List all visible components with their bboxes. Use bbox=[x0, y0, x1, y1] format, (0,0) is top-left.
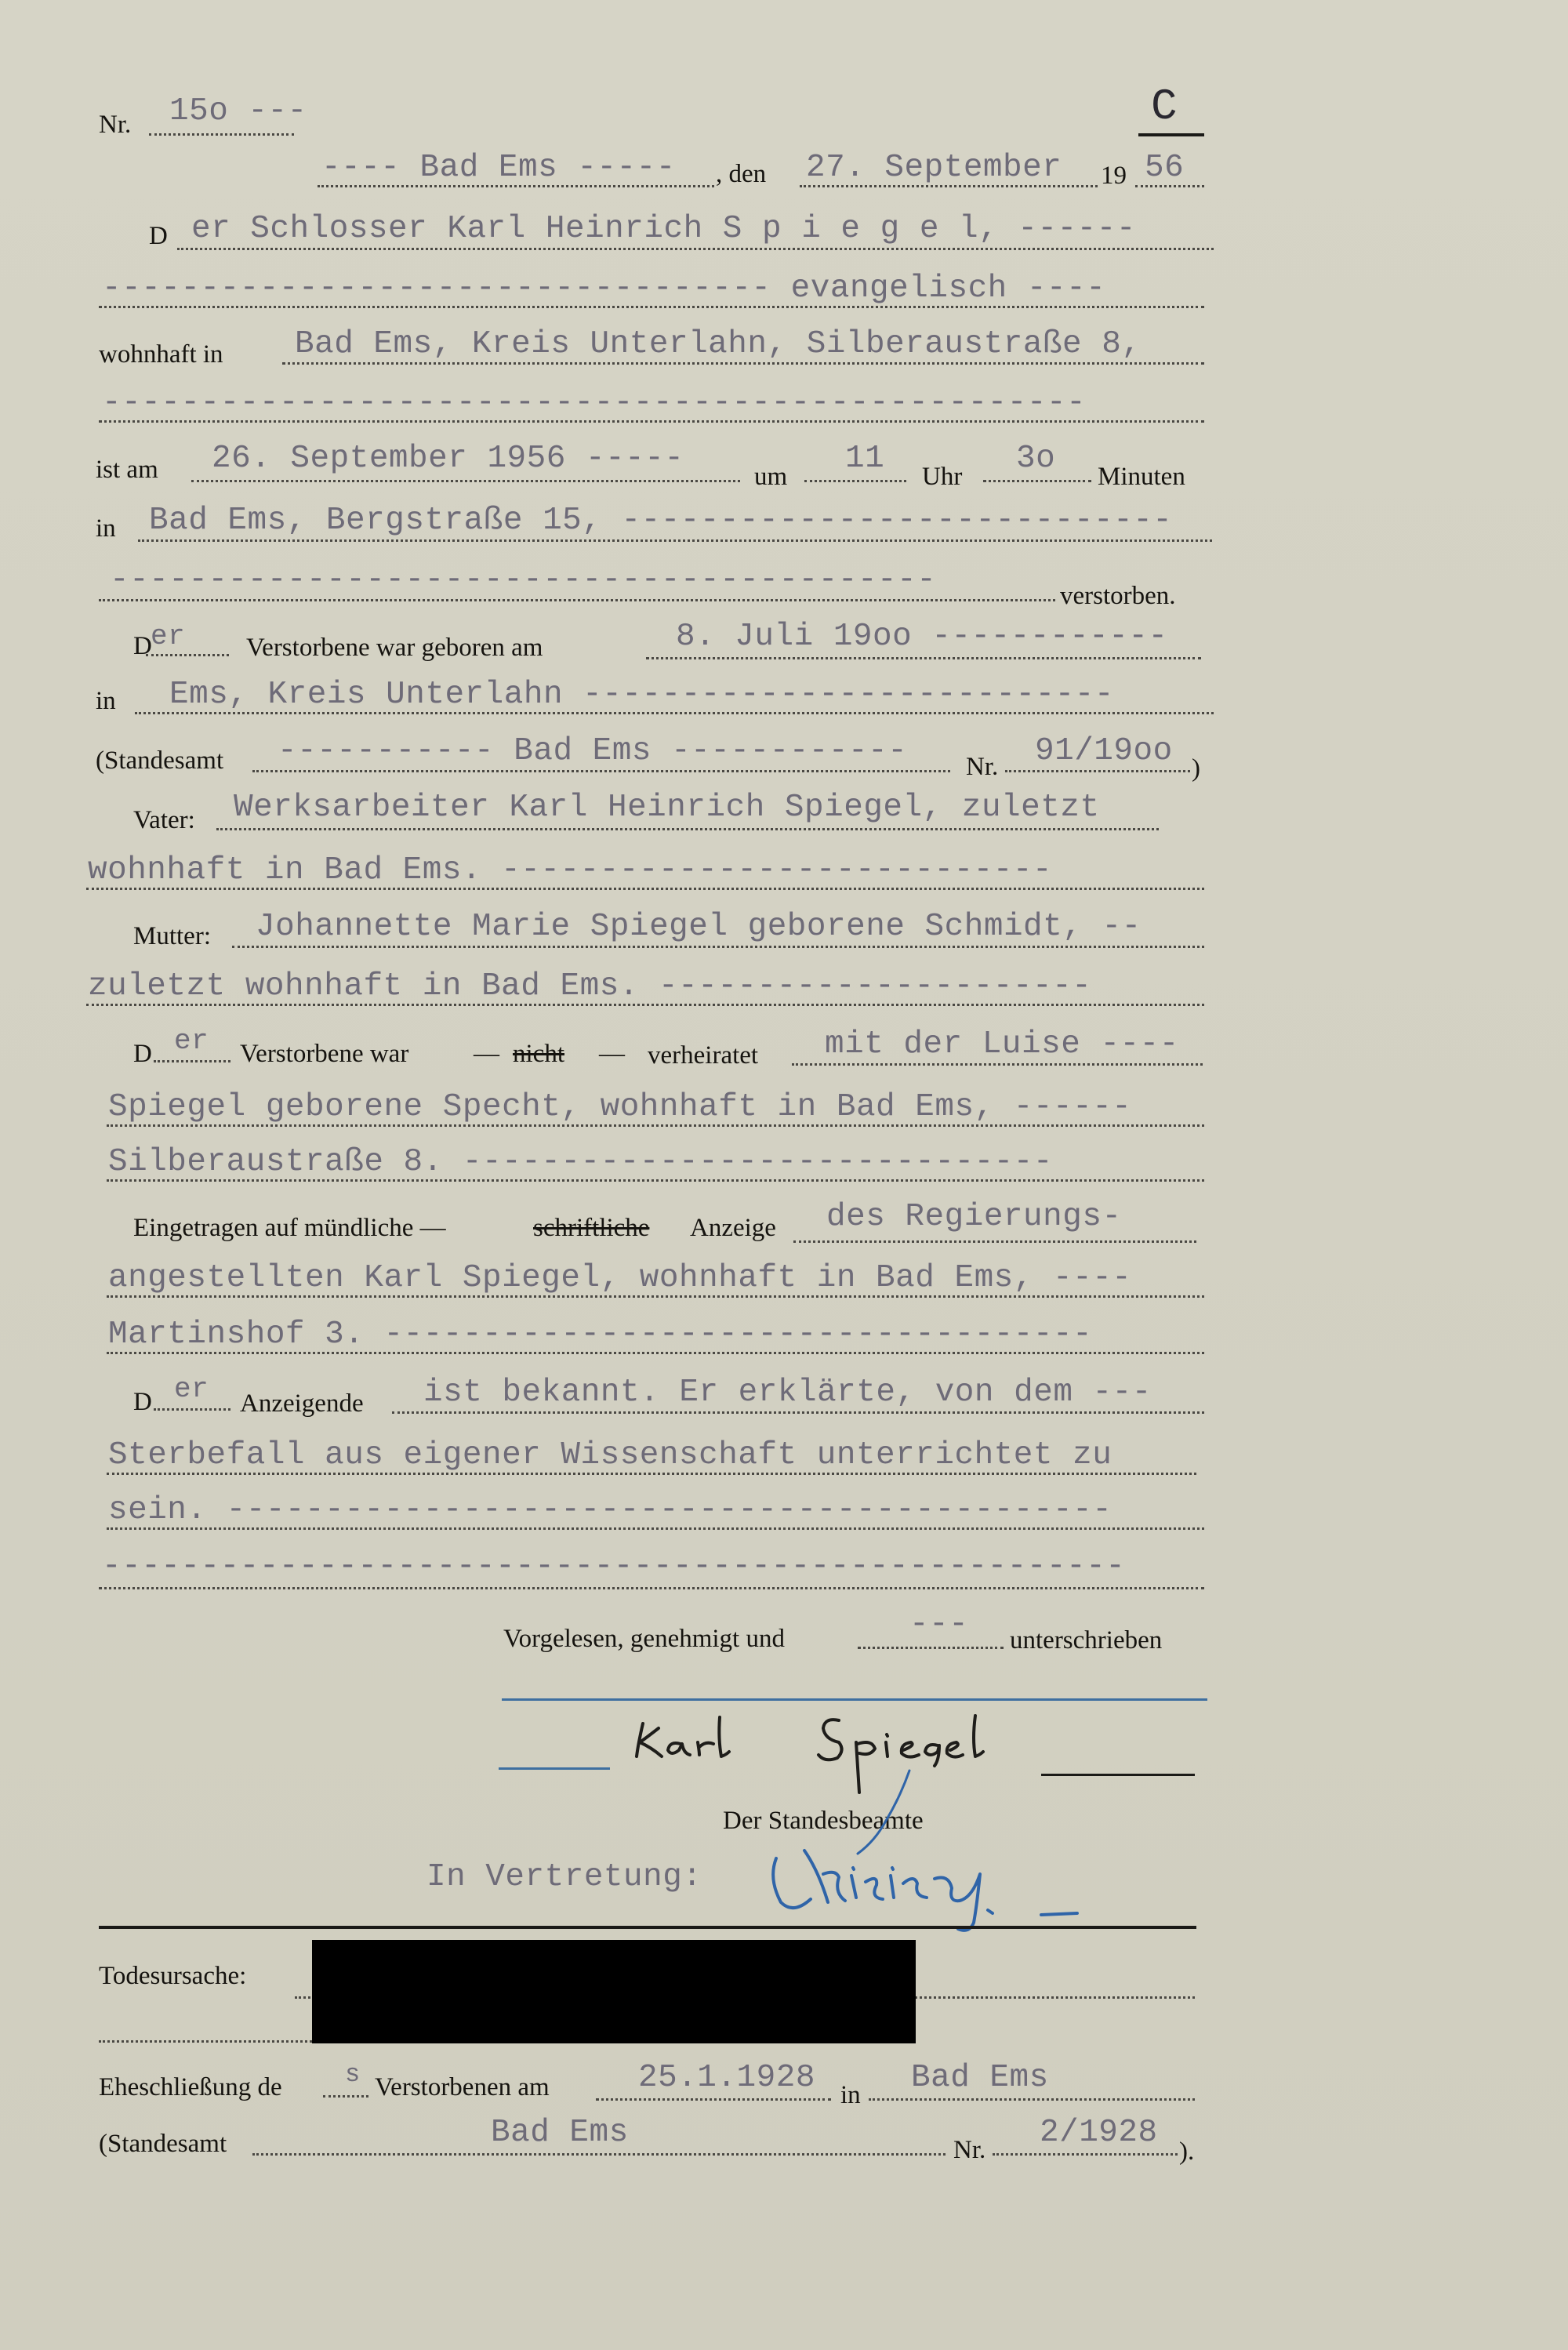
informant-value: ist bekannt. Er erklärte, von dem --- bbox=[423, 1375, 1152, 1411]
report-cont2-dots bbox=[107, 1352, 1204, 1354]
marriage-label-a: Eheschließung de bbox=[99, 2073, 282, 2101]
marriage-nr-value: 2/1928 bbox=[1040, 2115, 1158, 2151]
informant-cont2: sein. --------------------------------------------- bbox=[108, 1492, 1112, 1528]
informant-cont2-dots bbox=[107, 1527, 1204, 1530]
marriage-label-b: Verstorbenen am bbox=[375, 2073, 550, 2101]
death-date: 26. September 1956 ----- bbox=[212, 441, 684, 477]
marriage-place-dots bbox=[869, 2098, 1195, 2101]
date-dotted-line bbox=[800, 185, 1098, 187]
marriage-sup-dots bbox=[323, 2095, 368, 2098]
marital-label-a: Verstorbene war bbox=[240, 1040, 409, 1068]
birth-registry-label: (Standesamt bbox=[96, 746, 224, 775]
informant-cont1-dots bbox=[107, 1473, 1196, 1475]
father-cont-dots bbox=[86, 888, 1204, 890]
marital-cont1-dots bbox=[107, 1124, 1204, 1127]
birth-date-dots bbox=[646, 657, 1201, 659]
closing-value-dots bbox=[858, 1647, 1004, 1649]
deceased-line1-dots bbox=[177, 248, 1214, 250]
minuten-label: Minuten bbox=[1098, 463, 1185, 491]
informant-label: Anzeigende bbox=[240, 1389, 364, 1418]
mother-cont-dots bbox=[86, 1004, 1204, 1006]
deceased-line1: er Schlosser Karl Heinrich S p i e g e l, ------ bbox=[191, 211, 1136, 247]
year-prefix: 19 bbox=[1101, 162, 1127, 190]
marriage-date: 25.1.1928 bbox=[638, 2060, 815, 2096]
marital-d-dots bbox=[154, 1060, 230, 1062]
closing-label-b: unterschrieben bbox=[1010, 1626, 1163, 1654]
death-place-in-label: in bbox=[96, 514, 116, 543]
birth-place-dots bbox=[135, 712, 1214, 714]
informant-cont3-dots bbox=[99, 1587, 1204, 1589]
informant-d-suffix: er bbox=[174, 1373, 209, 1405]
death-place: Bad Ems, Bergstraße 15, ---------------------------- bbox=[149, 503, 1173, 539]
marital-dash2: — bbox=[599, 1040, 625, 1068]
death-hour: 11 bbox=[845, 441, 885, 477]
death-minutes: 3o bbox=[1016, 441, 1056, 477]
marriage-registry-dots bbox=[252, 2153, 946, 2156]
death-place-dots bbox=[138, 539, 1212, 542]
death-date-dots bbox=[191, 480, 740, 482]
signature-line-right bbox=[1041, 1774, 1195, 1776]
birth-in-label: in bbox=[96, 687, 116, 715]
deceased-line2: ---------------------------------- evangelisch ---- bbox=[102, 271, 1106, 307]
header-date: 27. September bbox=[806, 150, 1062, 186]
closing-value: --- bbox=[909, 1607, 969, 1643]
mother-value: Johannette Marie Spiegel geborene Schmidt, -- bbox=[256, 909, 1142, 945]
nr-label: Nr. bbox=[99, 111, 132, 139]
birth-d-suffix: er bbox=[151, 620, 186, 652]
birth-registry-dots bbox=[252, 770, 950, 772]
report-struck-schriftliche: schriftliche bbox=[533, 1214, 650, 1242]
report-value: des Regierungs- bbox=[826, 1199, 1122, 1235]
cause-redaction bbox=[312, 1940, 916, 2043]
informant-value-dots bbox=[392, 1411, 1204, 1414]
report-cont2: Martinshof 3. ------------------------------------ bbox=[108, 1317, 1093, 1353]
year-dotted-line bbox=[1135, 185, 1204, 187]
register-letter-underline bbox=[1138, 133, 1204, 136]
marital-cont2: Silberaustraße 8. ------------------------------ bbox=[108, 1144, 1053, 1180]
death-place-cont-dots bbox=[99, 599, 1055, 601]
hour-dots bbox=[804, 480, 906, 482]
birth-date: 8. Juli 19oo ------------ bbox=[676, 619, 1168, 655]
informant-cont3: ---------------------------------------------------- bbox=[102, 1549, 1126, 1585]
mother-label: Mutter: bbox=[133, 922, 211, 950]
place-dotted-line bbox=[318, 185, 714, 187]
official-label: Der Standesbeamte bbox=[723, 1807, 924, 1835]
birth-d-prefix: D bbox=[133, 632, 152, 660]
marital-cont2-dots bbox=[107, 1179, 1204, 1182]
death-label: ist am bbox=[96, 456, 158, 484]
marriage-place: Bad Ems bbox=[911, 2060, 1049, 2096]
father-cont: wohnhaft in Bad Ems. ---------------------------- bbox=[88, 852, 1053, 888]
closing-label-a: Vorgelesen, genehmigt und bbox=[503, 1625, 785, 1653]
marriage-date-dots bbox=[596, 2098, 831, 2101]
marital-d-prefix: D bbox=[133, 1040, 152, 1068]
signature-line-left bbox=[499, 1767, 610, 1770]
nr-value: 15o --- bbox=[169, 93, 307, 129]
father-dots bbox=[216, 828, 1159, 830]
signature-line-top bbox=[502, 1698, 1207, 1701]
informant-cont1: Sterbefall aus eigener Wissenschaft unterrichtet zu bbox=[108, 1437, 1112, 1473]
marriage-nr-label: Nr. bbox=[953, 2136, 986, 2164]
marriage-nr-dots bbox=[993, 2153, 1178, 2156]
report-value-dots bbox=[793, 1240, 1196, 1243]
minutes-dots bbox=[983, 480, 1091, 482]
den-label: , den bbox=[716, 160, 767, 188]
informant-signature bbox=[627, 1708, 1051, 1798]
marital-struck-nicht: nicht bbox=[513, 1040, 564, 1068]
marriage-sup: s bbox=[345, 2060, 361, 2089]
deceased-d-prefix: D bbox=[149, 222, 168, 250]
residence-cont: -------------------------------------------------- bbox=[102, 385, 1087, 421]
father-value: Werksarbeiter Karl Heinrich Spiegel, zuletzt bbox=[234, 790, 1100, 826]
registrar-signature bbox=[753, 1827, 1207, 1941]
deceased-line2-dots bbox=[99, 306, 1204, 308]
handwritten-signature-karl-spiegel bbox=[627, 1708, 1051, 1794]
residence-label: wohnhaft in bbox=[99, 340, 223, 369]
um-label: um bbox=[754, 463, 788, 491]
report-cont1-dots bbox=[107, 1295, 1204, 1298]
report-label-a: Eingetragen auf mündliche — bbox=[133, 1214, 446, 1242]
residence-value: Bad Ems, Kreis Unterlahn, Silberaustraße 8, bbox=[295, 326, 1142, 362]
footer-divider bbox=[99, 1926, 1196, 1929]
report-cont1: angestellten Karl Spiegel, wohnhaft in Bad Ems, ---- bbox=[108, 1260, 1132, 1296]
mother-dots bbox=[232, 946, 1204, 948]
marital-label-b: verheiratet bbox=[648, 1041, 759, 1070]
father-label: Vater: bbox=[133, 806, 195, 834]
death-place-cont: ------------------------------------------ bbox=[110, 562, 937, 598]
birth-d-dots bbox=[146, 654, 229, 656]
informant-d-prefix: D bbox=[133, 1388, 152, 1416]
marital-value: mit der Luise ---- bbox=[825, 1026, 1179, 1062]
birth-label: Verstorbene war geboren am bbox=[246, 634, 543, 662]
birth-close-paren: ) bbox=[1192, 754, 1200, 783]
mother-cont: zuletzt wohnhaft in Bad Ems. ---------------------- bbox=[88, 968, 1092, 1004]
residence-dots bbox=[282, 362, 1204, 365]
cause-label: Todesursache: bbox=[99, 1962, 247, 1990]
year-suffix: 56 bbox=[1145, 150, 1185, 186]
marital-cont1: Spiegel geborene Specht, wohnhaft in Bad Ems, ------ bbox=[108, 1089, 1132, 1125]
informant-d-dots bbox=[154, 1408, 230, 1411]
nr-dotted-line bbox=[149, 133, 294, 136]
birth-place: Ems, Kreis Unterlahn --------------------------- bbox=[169, 677, 1114, 713]
residence-cont-dots bbox=[99, 420, 1204, 423]
marriage-registry-label: (Standesamt bbox=[99, 2130, 227, 2158]
cause-cont-dots bbox=[99, 2040, 312, 2043]
birth-registry: ----------- Bad Ems ------------ bbox=[278, 733, 908, 769]
birth-nr-label: Nr. bbox=[966, 753, 999, 781]
marriage-close: ). bbox=[1179, 2138, 1195, 2166]
marriage-in-label: in bbox=[840, 2081, 861, 2109]
header-place: ---- Bad Ems ----- bbox=[321, 150, 676, 186]
deputy-label: In Vertretung: bbox=[426, 1859, 702, 1895]
marital-dash1: — bbox=[474, 1040, 499, 1068]
marriage-registry: Bad Ems bbox=[491, 2115, 629, 2151]
register-letter: C bbox=[1151, 82, 1178, 132]
handwritten-signature-registrar bbox=[753, 1827, 1207, 1937]
marital-d-suffix: er bbox=[174, 1025, 209, 1057]
birth-nr-dots bbox=[1005, 770, 1190, 772]
uhr-label: Uhr bbox=[922, 463, 963, 491]
birth-nr-value: 91/19oo bbox=[1035, 733, 1173, 769]
marital-value-dots bbox=[792, 1063, 1203, 1066]
verstorben-label: verstorben. bbox=[1060, 582, 1176, 610]
report-label-b: Anzeige bbox=[690, 1214, 776, 1242]
